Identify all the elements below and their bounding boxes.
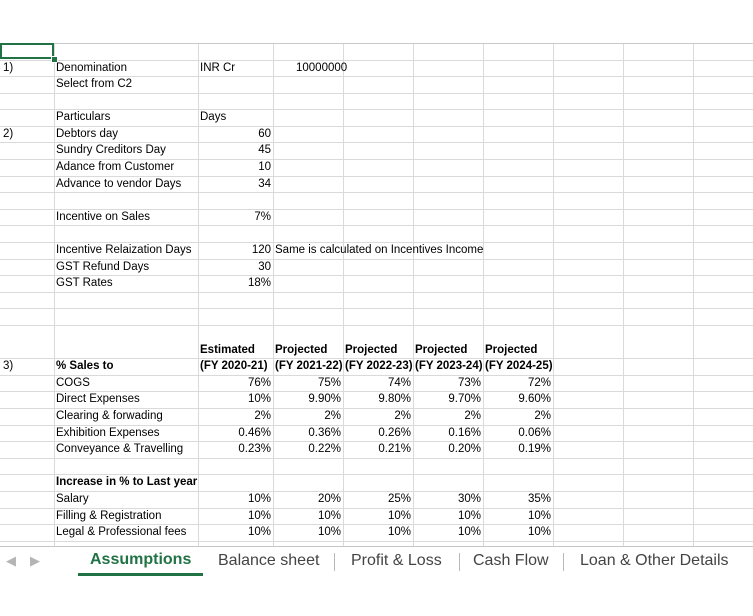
sales-row-label: Direct Expenses bbox=[56, 393, 140, 405]
sales-cell[interactable]: 10% bbox=[247, 393, 271, 405]
column-header: Estimated bbox=[200, 344, 255, 356]
sales-cell[interactable]: 9.90% bbox=[308, 393, 341, 405]
gridline bbox=[0, 275, 753, 276]
increase-cell[interactable]: 30% bbox=[457, 493, 481, 505]
column-header-year: (FY 2021-22) bbox=[275, 360, 343, 372]
realization-note: Same is calculated on Incentives Income bbox=[275, 244, 484, 256]
sales-cell[interactable]: 2% bbox=[324, 410, 341, 422]
gridline bbox=[0, 541, 753, 542]
days-item-value[interactable]: 10 bbox=[258, 161, 271, 173]
denomination-label: Denomination bbox=[56, 62, 127, 74]
sales-cell[interactable]: 73% bbox=[457, 377, 481, 389]
column-header: Projected bbox=[345, 344, 398, 356]
sales-cell[interactable]: 72% bbox=[527, 377, 551, 389]
sales-cell[interactable]: 9.80% bbox=[378, 393, 411, 405]
column-header: Projected bbox=[485, 344, 538, 356]
gridline bbox=[413, 44, 414, 546]
gridline bbox=[0, 292, 753, 293]
days-item-label: Debtors day bbox=[56, 128, 119, 140]
gridline bbox=[54, 44, 55, 546]
incentive-label: Incentive on Sales bbox=[56, 211, 150, 223]
gridline bbox=[693, 44, 694, 546]
sales-cell[interactable]: 0.16% bbox=[448, 427, 481, 439]
gridline bbox=[0, 192, 753, 193]
chevron-right-icon[interactable]: ▶ bbox=[30, 553, 40, 568]
increase-cell[interactable]: 10% bbox=[247, 526, 271, 538]
sales-cell[interactable]: 0.23% bbox=[238, 443, 271, 455]
tab-separator bbox=[459, 553, 460, 571]
increase-row-label: Salary bbox=[56, 493, 89, 505]
days-item-value[interactable]: 60 bbox=[258, 128, 271, 140]
sales-row-label: COGS bbox=[56, 377, 90, 389]
sales-cell[interactable]: 2% bbox=[394, 410, 411, 422]
increase-cell[interactable]: 10% bbox=[387, 510, 411, 522]
increase-row-label: Legal & Professional fees bbox=[56, 526, 187, 538]
column-header-year: (FY 2020-21) bbox=[200, 360, 268, 372]
increase-cell[interactable]: 10% bbox=[317, 526, 341, 538]
gridline bbox=[0, 225, 753, 226]
sales-cell[interactable]: 2% bbox=[534, 410, 551, 422]
sales-cell[interactable]: 0.21% bbox=[378, 443, 411, 455]
gridline bbox=[0, 93, 753, 94]
column-header-year: (FY 2022-23) bbox=[345, 360, 413, 372]
gridline bbox=[483, 44, 484, 546]
gridline bbox=[0, 458, 753, 459]
denomination-value-cell[interactable]: 10000000 bbox=[296, 62, 348, 74]
column-header-year: (FY 2023-24) bbox=[415, 360, 483, 372]
denomination-unit-cell[interactable]: INR Cr bbox=[200, 62, 236, 74]
tab-profit-loss[interactable]: Profit & Loss bbox=[351, 552, 442, 569]
days-item-label: Advance to vendor Days bbox=[56, 178, 182, 190]
gridline bbox=[343, 44, 344, 546]
increase-cell[interactable]: 10% bbox=[317, 510, 341, 522]
sales-cell[interactable]: 2% bbox=[464, 410, 481, 422]
select-note: Select from C2 bbox=[56, 78, 133, 90]
increase-cell[interactable]: 35% bbox=[527, 493, 551, 505]
tab-separator bbox=[563, 553, 564, 571]
section-number: 3) bbox=[3, 360, 14, 372]
realization-value[interactable]: 120 bbox=[251, 244, 271, 256]
increase-cell[interactable]: 20% bbox=[317, 493, 341, 505]
gridline bbox=[553, 44, 554, 546]
tab-cash-flow[interactable]: Cash Flow bbox=[473, 552, 549, 569]
increase-cell[interactable]: 10% bbox=[387, 526, 411, 538]
gridline bbox=[0, 109, 753, 110]
days-item-value[interactable]: 45 bbox=[258, 144, 271, 156]
sales-cell[interactable]: 74% bbox=[387, 377, 411, 389]
days-item-label: Adance from Customer bbox=[56, 161, 175, 173]
tab-balance-sheet[interactable]: Balance sheet bbox=[218, 552, 320, 569]
particulars-label: Particulars bbox=[56, 111, 111, 123]
sheet-tab-bar bbox=[0, 546, 753, 577]
days-label: Days bbox=[200, 111, 227, 123]
gridline bbox=[198, 44, 199, 546]
increase-title: Increase in % to Last year bbox=[56, 476, 198, 488]
sales-row-label: Clearing & forwading bbox=[56, 410, 163, 422]
sales-row-label: Exhibition Expenses bbox=[56, 427, 160, 439]
gridline bbox=[623, 44, 624, 546]
sales-cell[interactable]: 0.06% bbox=[518, 427, 551, 439]
sales-cell[interactable]: 2% bbox=[254, 410, 271, 422]
gridline bbox=[273, 44, 274, 546]
increase-row-label: Filling & Registration bbox=[56, 510, 162, 522]
column-header: Projected bbox=[275, 344, 328, 356]
gst-rates-label: GST Rates bbox=[56, 277, 113, 289]
section-number: 1) bbox=[3, 62, 14, 74]
gst-rates-value[interactable]: 18% bbox=[247, 277, 271, 289]
sales-cell[interactable]: 0.19% bbox=[518, 443, 551, 455]
sales-cell[interactable]: 0.20% bbox=[448, 443, 481, 455]
gridline bbox=[0, 325, 753, 326]
days-item-label: Sundry Creditors Day bbox=[56, 144, 166, 156]
sales-cell[interactable]: 0.26% bbox=[378, 427, 411, 439]
blank-area bbox=[0, 577, 753, 616]
selected-cell[interactable] bbox=[0, 43, 54, 59]
increase-cell[interactable]: 10% bbox=[457, 510, 481, 522]
increase-cell[interactable]: 10% bbox=[457, 526, 481, 538]
gst-refund-label: GST Refund Days bbox=[56, 261, 150, 273]
section-number: 2) bbox=[3, 128, 14, 140]
sales-cell[interactable]: 75% bbox=[317, 377, 341, 389]
sales-cell[interactable]: 9.60% bbox=[518, 393, 551, 405]
increase-cell[interactable]: 10% bbox=[527, 510, 551, 522]
chevron-left-icon[interactable]: ◀ bbox=[6, 553, 16, 568]
increase-cell[interactable]: 10% bbox=[247, 510, 271, 522]
increase-cell[interactable]: 10% bbox=[247, 493, 271, 505]
gst-refund-value[interactable]: 30 bbox=[258, 261, 271, 273]
days-item-value[interactable]: 34 bbox=[258, 178, 271, 190]
sales-title: % Sales to bbox=[56, 360, 114, 372]
tab-separator bbox=[334, 553, 335, 571]
increase-cell[interactable]: 25% bbox=[387, 493, 411, 505]
increase-cell[interactable]: 10% bbox=[527, 526, 551, 538]
sales-row-label: Conveyance & Travelling bbox=[56, 443, 184, 455]
gridline bbox=[0, 43, 753, 44]
sales-cell[interactable]: 76% bbox=[247, 377, 271, 389]
gridline bbox=[0, 308, 753, 309]
tab-loan-other-details[interactable]: Loan & Other Details bbox=[580, 552, 729, 569]
tab-assumptions[interactable]: Assumptions bbox=[78, 547, 203, 576]
column-header-year: (FY 2024-25) bbox=[485, 360, 553, 372]
sales-cell[interactable]: 0.46% bbox=[238, 427, 271, 439]
realization-label: Incentive Relaization Days bbox=[56, 244, 192, 256]
sales-cell[interactable]: 0.36% bbox=[308, 427, 341, 439]
incentive-value[interactable]: 7% bbox=[254, 211, 271, 223]
sales-cell[interactable]: 0.22% bbox=[308, 443, 341, 455]
sales-cell[interactable]: 9.70% bbox=[448, 393, 481, 405]
column-header: Projected bbox=[415, 344, 468, 356]
